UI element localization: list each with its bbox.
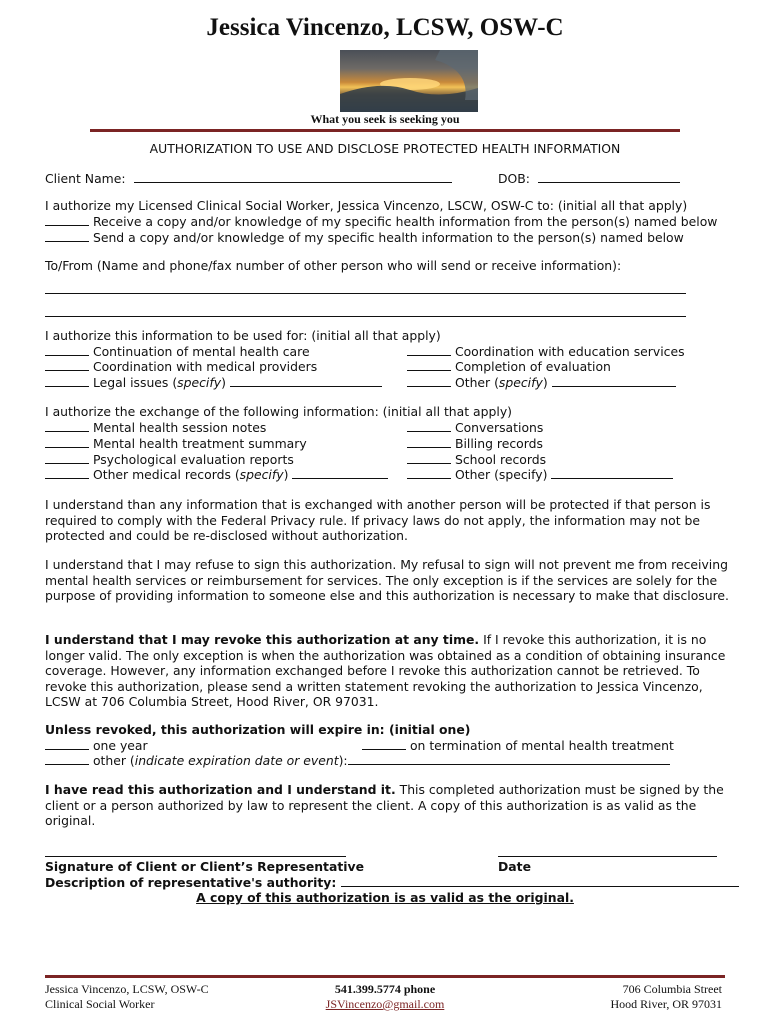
initial-field[interactable] <box>407 452 451 464</box>
authorize-option-receive <box>45 214 717 229</box>
expire-one-year <box>45 738 148 753</box>
option-label-italic: indicate expiration date or event <box>134 753 339 768</box>
description-row <box>45 875 739 890</box>
privacy-paragraph: I understand than any information that is exchanged with another person will be protected if that person is required to comply with the Federal Privacy rule. If privacy laws do not apply, the information may not be protected and could be re-disclosed without authorization. <box>45 497 711 544</box>
close-paren: ) <box>283 467 289 482</box>
initial-field[interactable] <box>45 467 89 479</box>
footer-street: 706 Columbia Street <box>622 982 722 996</box>
option-label: Receive a copy and/or knowledge of my specific health information from the person(s) named below <box>92 214 718 229</box>
use-intro: I authorize this information to be used for: (initial all that apply) <box>45 328 441 343</box>
page-title: Jessica Vincenzo, LCSW, OSW-C <box>206 14 564 41</box>
footer-name: Jessica Vincenzo, LCSW, OSW-C <box>45 982 209 996</box>
expiration-field[interactable] <box>348 753 670 765</box>
option-label: Other medical records ( <box>92 467 240 482</box>
footer-email-link[interactable]: JSVincenzo@gmail.com <box>325 997 445 1011</box>
option-label: Mental health session notes <box>92 420 267 435</box>
tagline: What you seek is seeking you <box>310 112 460 126</box>
use-option <box>407 359 611 374</box>
option-label: Conversations <box>454 420 544 435</box>
initial-field[interactable] <box>45 214 89 226</box>
to-from-field-2[interactable] <box>45 316 686 317</box>
option-label: Psychological evaluation reports <box>92 452 294 467</box>
use-option <box>45 359 317 374</box>
option-label: Mental health treatment summary <box>92 436 307 451</box>
read-bold-text: I have read this authorization and I understand it. <box>45 782 396 797</box>
initial-field[interactable] <box>407 375 451 387</box>
option-label: Continuation of mental health care <box>92 344 310 359</box>
initial-field[interactable] <box>45 738 89 750</box>
exchange-option <box>407 452 546 467</box>
specify-field[interactable] <box>551 467 673 479</box>
client-name-label: Client Name: <box>45 171 126 186</box>
form-heading: AUTHORIZATION TO USE AND DISCLOSE PROTECTED HEALTH INFORMATION <box>149 141 621 156</box>
specify-label: specify <box>177 375 222 390</box>
initial-field[interactable] <box>45 230 89 242</box>
expire-intro: Unless revoked, this authorization will expire in: (initial one) <box>45 722 471 737</box>
dob-label: DOB: <box>498 171 530 186</box>
specify-field[interactable] <box>230 375 382 387</box>
use-option <box>407 344 685 359</box>
specify-label: specify <box>239 467 284 482</box>
close-paren: ) <box>542 375 548 390</box>
revoke-paragraph <box>45 632 730 710</box>
exchange-option-other-specify <box>407 467 673 482</box>
option-label: Other (specify) <box>454 467 548 482</box>
initial-field[interactable] <box>45 436 89 448</box>
option-label: one year <box>92 738 148 753</box>
initial-field[interactable] <box>45 452 89 464</box>
footer-phone: 541.399.5774 phone <box>334 982 436 996</box>
specify-field[interactable] <box>292 467 388 479</box>
specify-field[interactable] <box>552 375 676 387</box>
date-label: Date <box>498 859 531 874</box>
signature-field[interactable] <box>45 856 346 857</box>
specify-label: specify <box>498 375 543 390</box>
revoke-bold-text: I understand that I may revoke this authorization at any time. <box>45 632 480 647</box>
footer-role: Clinical Social Worker <box>45 997 155 1011</box>
use-option-other <box>407 375 676 390</box>
initial-field[interactable] <box>45 344 89 356</box>
footer-left <box>45 982 209 1012</box>
dob-field[interactable] <box>538 171 680 183</box>
client-name-field[interactable] <box>134 171 452 183</box>
initial-field[interactable] <box>45 375 89 387</box>
description-field[interactable] <box>341 875 739 887</box>
use-option-legal <box>45 375 382 390</box>
option-label: Other ( <box>454 375 499 390</box>
expire-termination <box>362 738 674 753</box>
initial-field[interactable] <box>45 420 89 432</box>
exchange-intro: I authorize the exchange of the following information: (initial all that apply) <box>45 404 512 419</box>
initial-field[interactable] <box>407 359 451 371</box>
initial-field[interactable] <box>407 420 451 432</box>
footer-city: Hood River, OR 97031 <box>610 997 722 1011</box>
initial-field[interactable] <box>407 436 451 448</box>
read-paragraph <box>45 782 730 829</box>
close-paren: ): <box>338 753 348 768</box>
initial-field[interactable] <box>45 359 89 371</box>
sunset-wave-image <box>340 50 478 112</box>
header-divider <box>90 129 680 132</box>
initial-field[interactable] <box>45 753 89 765</box>
option-label: Send a copy and/or knowledge of my specific health information to the person(s) named below <box>92 230 684 245</box>
copy-valid-note: A copy of this authorization is as valid as the original. <box>196 890 574 905</box>
expire-other <box>45 753 670 768</box>
description-label: Description of representative's authority: <box>45 875 337 890</box>
exchange-option <box>45 436 307 451</box>
option-label: other ( <box>92 753 135 768</box>
option-label: Completion of evaluation <box>454 359 611 374</box>
option-label: School records <box>454 452 547 467</box>
exchange-option <box>45 452 294 467</box>
option-label: Coordination with medical providers <box>92 359 318 374</box>
option-label: Billing records <box>454 436 543 451</box>
exchange-option <box>407 420 543 435</box>
exchange-option <box>407 436 543 451</box>
option-label: Coordination with education services <box>454 344 685 359</box>
read-text: This completed authorization must be signed by the client or a person authorized by law to represent the client. A copy of this authorization is as valid as the original. <box>45 782 724 829</box>
signature-label: Signature of Client or Client’s Representative <box>45 859 364 874</box>
exchange-option-other <box>45 467 388 482</box>
footer-divider <box>45 975 725 978</box>
refuse-paragraph: I understand that I may refuse to sign this authorization. My refusal to sign will not prevent me from receiving mental health services or reimbursement for services. The only exception is if the services are solely for the purpose of providing information to someone else and this authorization is necessary to make that disclosure. <box>45 557 729 604</box>
footer-center <box>300 982 470 1012</box>
option-label: Legal issues ( <box>92 375 178 390</box>
to-from-label: To/From (Name and phone/fax number of other person who will send or receive information): <box>45 258 622 273</box>
initial-field[interactable] <box>407 467 451 479</box>
authorize-option-send <box>45 230 684 245</box>
initial-field[interactable] <box>362 738 406 750</box>
initial-field[interactable] <box>407 344 451 356</box>
client-name-row <box>45 171 452 186</box>
exchange-option <box>45 420 266 435</box>
footer-right <box>610 982 722 1012</box>
revoke-text: If I revoke this authorization, it is no longer valid. The only exception is when the authorization was obtained as a condition of obtaining insurance coverage. However, any information exchanged before I revoke this authorization cannot be retrieved. To revoke this authorization, please send a written statement revoking the authorization to Jessica Vincenzo, LCSW at 706 Columbia Street, Hood River, OR 97031. <box>45 632 726 710</box>
option-label: on termination of mental health treatment <box>409 738 674 753</box>
authorize-intro: I authorize my Licensed Clinical Social Worker, Jessica Vincenzo, LSCW, OSW-C to: (initial all that apply) <box>45 198 688 213</box>
close-paren: ) <box>221 375 226 390</box>
to-from-field-1[interactable] <box>45 293 686 294</box>
use-option <box>45 344 310 359</box>
date-field[interactable] <box>498 856 717 857</box>
dob-row <box>498 171 680 186</box>
